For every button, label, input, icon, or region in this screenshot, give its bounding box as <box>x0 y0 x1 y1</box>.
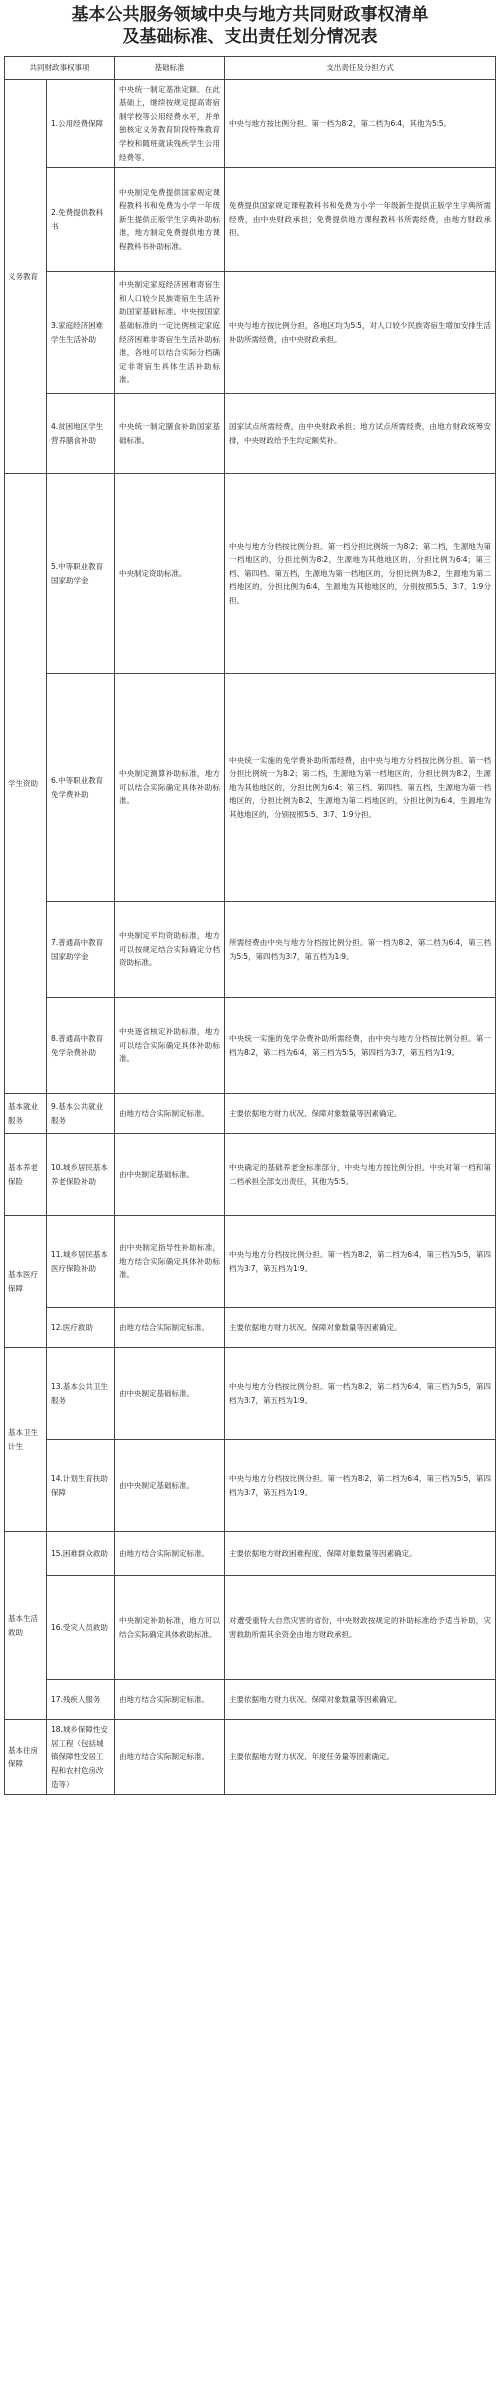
table-row <box>5 1134 496 1216</box>
item-name: 9.基本公共就业服务 <box>47 1094 115 1134</box>
item-responsibility: 对遭受重特大自然灾害的省份，中央财政按规定的补助标准给予适当补助，灾害救助所需其余资金由地方财政承担。 <box>225 1576 496 1680</box>
item-name: 15.困难群众救助 <box>47 1532 115 1576</box>
table-row <box>5 474 496 674</box>
item-responsibility: 中央统一实施的免学费补助所需经费，由中央与地方分档按比例分担。第一档分担比例统一为8∶2；第二档，生源地为第一档地区的，分担比例为8∶2，生源地为其他地区的，分担比例为6∶4；第三档、第四档、第五档，生源地为第一档地区的，分担比例为8∶2，生源地为第二档地区的，分担比例为6∶4，生源地为其他地区的，分别按照5∶5、3∶7、1∶9分担。 <box>225 674 496 902</box>
title-line-1: 基本公共服务领域中央与地方共同财政事权清单 <box>71 5 429 25</box>
table-row <box>5 1348 496 1440</box>
item-name: 4.贫困地区学生营养膳食补助 <box>47 394 115 474</box>
item-responsibility: 中央与地方按比例分担。第一档为8∶2，第二档为6∶4，其他为5∶5。 <box>225 79 496 168</box>
item-name: 8.普通高中教育免学杂费补助 <box>47 998 115 1094</box>
item-name: 2.免费提供教科书 <box>47 168 115 272</box>
item-responsibility: 主要依据地方财力状况、保障对象数量等因素确定。 <box>225 1094 496 1134</box>
item-standard: 中央统一制定基准定额。在此基础上，继续按规定提高寄宿制学校等公用经费水平，并单独核定义务教育阶段特殊教育学校和随班就读残疾学生公用经费等。 <box>115 79 225 168</box>
table-row <box>5 998 496 1094</box>
item-responsibility: 中央与地方分档按比例分担。第一档为8∶2，第二档为6∶4，第三档为5∶5，第四档为3∶7，第五档为1∶9。 <box>225 1216 496 1308</box>
table-row <box>5 1532 496 1576</box>
table-row <box>5 1720 496 1795</box>
item-name: 12.医疗救助 <box>47 1308 115 1348</box>
category-cell: 基本住房保障 <box>5 1720 47 1795</box>
table-row <box>5 674 496 902</box>
category-cell: 基本生活救助 <box>5 1532 47 1720</box>
table-row <box>5 1576 496 1680</box>
item-standard: 由地方结合实际制定标准。 <box>115 1094 225 1134</box>
table-row <box>5 394 496 474</box>
item-responsibility: 中央确定的基础养老金标准部分，中央与地方按比例分担。中央对第一档和第二档承担全部支出责任，其他为5∶5。 <box>225 1134 496 1216</box>
item-responsibility: 中央与地方分档按比例分担。第一档为8∶2，第二档为6∶4，第三档为5∶5，第四档为3∶7，第五档为1∶9。 <box>225 1440 496 1532</box>
item-name: 11.城乡居民基本医疗保险补助 <box>47 1216 115 1308</box>
item-standard: 由中央制定指导性补助标准，地方结合实际确定具体补助标准。 <box>115 1216 225 1308</box>
table-row <box>5 1680 496 1720</box>
table-row <box>5 1308 496 1348</box>
page-title <box>4 0 496 56</box>
item-standard: 由地方结合实际制定标准。 <box>115 1308 225 1348</box>
item-responsibility: 主要依据地方财力状况、保障对象数量等因素确定。 <box>225 1308 496 1348</box>
table-row <box>5 272 496 394</box>
item-standard: 由地方结合实际制定标准。 <box>115 1532 225 1576</box>
item-name: 17.残疾人服务 <box>47 1680 115 1720</box>
item-standard: 由中央制定基础标准。 <box>115 1134 225 1216</box>
category-cell: 基本养老保险 <box>5 1134 47 1216</box>
item-responsibility: 主要依据地方财力状况、年度任务量等因素确定。 <box>225 1720 496 1795</box>
item-name: 1.公用经费保障 <box>47 79 115 168</box>
title-line-2: 及基础标准、支出责任划分情况表 <box>122 27 378 47</box>
category-cell: 基本医疗保障 <box>5 1216 47 1348</box>
item-responsibility: 所需经费由中央与地方分档按比例分担。第一档为8∶2，第二档为6∶4，第三档为5∶5，第四档为3∶7，第五档为1∶9。 <box>225 902 496 998</box>
responsibility-table <box>4 56 496 1795</box>
item-responsibility: 国家试点所需经费，由中央财政承担；地方试点所需经费，由地方财政统筹安排，中央财政给予生均定额奖补。 <box>225 394 496 474</box>
item-name: 6.中等职业教育免学费补助 <box>47 674 115 902</box>
item-standard: 由地方结合实际制定标准。 <box>115 1720 225 1795</box>
item-standard: 由地方结合实际制定标准。 <box>115 1680 225 1720</box>
item-standard: 中央制定资助标准。 <box>115 474 225 674</box>
item-responsibility: 免费提供国家规定课程教科书和免费为小学一年级新生提供正版学生字典所需经费，由中央财政承担；免费提供地方课程教科书所需经费，由地方财政承担。 <box>225 168 496 272</box>
item-standard: 中央制定家庭经济困难寄宿生和人口较少民族寄宿生生活补助国家基础标准。中央按国家基础标准的一定比例核定家庭经济困难非寄宿生生活补助标准，各地可以结合实际分档确定非寄宿生具体生活补助标准。 <box>115 272 225 394</box>
item-responsibility: 中央统一实施的免学杂费补助所需经费，由中央与地方分档按比例分担。第一档为8∶2，第二档为6∶4，第三档为5∶5，第四档为3∶7，第五档为1∶9。 <box>225 998 496 1094</box>
item-standard: 中央统一制定膳食补助国家基础标准。 <box>115 394 225 474</box>
item-standard: 中央制定测算补助标准，地方可以结合实际确定具体补助标准。 <box>115 674 225 902</box>
item-name: 10.城乡居民基本养老保险补助 <box>47 1134 115 1216</box>
table-row <box>5 79 496 168</box>
table-header-row <box>5 57 496 80</box>
table-row <box>5 1440 496 1532</box>
item-name: 13.基本公共卫生服务 <box>47 1348 115 1440</box>
item-responsibility: 中央与地方分档按比例分担。第一档分担比例统一为8∶2；第二档，生源地为第一档地区的，分担比例为8∶2，生源地为其他地区的，分担比例为6∶4；第三档、第四档、第五档，生源地为第一档地区的，分担比例为8∶2，生源地为第二档地区的，分担比例为6∶4，生源地为其他地区的，分别按照5∶5、3∶7、1∶9分担。 <box>225 474 496 674</box>
table-row <box>5 1216 496 1308</box>
item-responsibility: 主要依据地方财政困难程度、保障对象数量等因素确定。 <box>225 1532 496 1576</box>
table-row <box>5 1094 496 1134</box>
category-cell: 基本卫生计生 <box>5 1348 47 1532</box>
item-standard: 由中央制定基础标准。 <box>115 1348 225 1440</box>
table-row <box>5 168 496 272</box>
item-name: 18.城乡保障性安居工程（包括城镇保障性安居工程和农村危房改造等） <box>47 1720 115 1795</box>
item-responsibility: 中央与地方分档按比例分担。第一档为8∶2，第二档为6∶4，第三档为5∶5，第四档为3∶7，第五档为1∶9。 <box>225 1348 496 1440</box>
table-row <box>5 902 496 998</box>
item-name: 14.计划生育扶助保障 <box>47 1440 115 1532</box>
item-standard: 中央制定免费提供国家规定课程教科书和免费为小学一年级新生提供正版学生字典补助标准，地方制定免费提供地方课程教科书补助标准。 <box>115 168 225 272</box>
header-item: 共同财政事权事项 <box>5 57 115 80</box>
item-responsibility: 主要依据地方财力状况、保障对象数量等因素确定。 <box>225 1680 496 1720</box>
item-standard: 中央逐省核定补助标准，地方可以结合实际确定具体补助标准。 <box>115 998 225 1094</box>
header-responsibility: 支出责任及分担方式 <box>225 57 496 80</box>
category-cell: 义务教育 <box>5 79 47 474</box>
item-standard: 中央制定补助标准，地方可以结合实际确定具体救助标准。 <box>115 1576 225 1680</box>
item-responsibility: 中央与地方按比例分担，各地区均为5∶5，对人口较少民族寄宿生增加安排生活补助所需经费，由中央财政承担。 <box>225 272 496 394</box>
item-standard: 中央制定平均资助标准，地方可以按规定结合实际确定分档资助标准。 <box>115 902 225 998</box>
item-name: 7.普通高中教育国家助学金 <box>47 902 115 998</box>
item-name: 5.中等职业教育国家助学金 <box>47 474 115 674</box>
item-standard: 由中央制定基础标准。 <box>115 1440 225 1532</box>
category-cell: 基本就业服务 <box>5 1094 47 1134</box>
header-standard: 基础标准 <box>115 57 225 80</box>
item-name: 3.家庭经济困难学生生活补助 <box>47 272 115 394</box>
category-cell: 学生资助 <box>5 474 47 1094</box>
item-name: 16.受灾人员救助 <box>47 1576 115 1680</box>
